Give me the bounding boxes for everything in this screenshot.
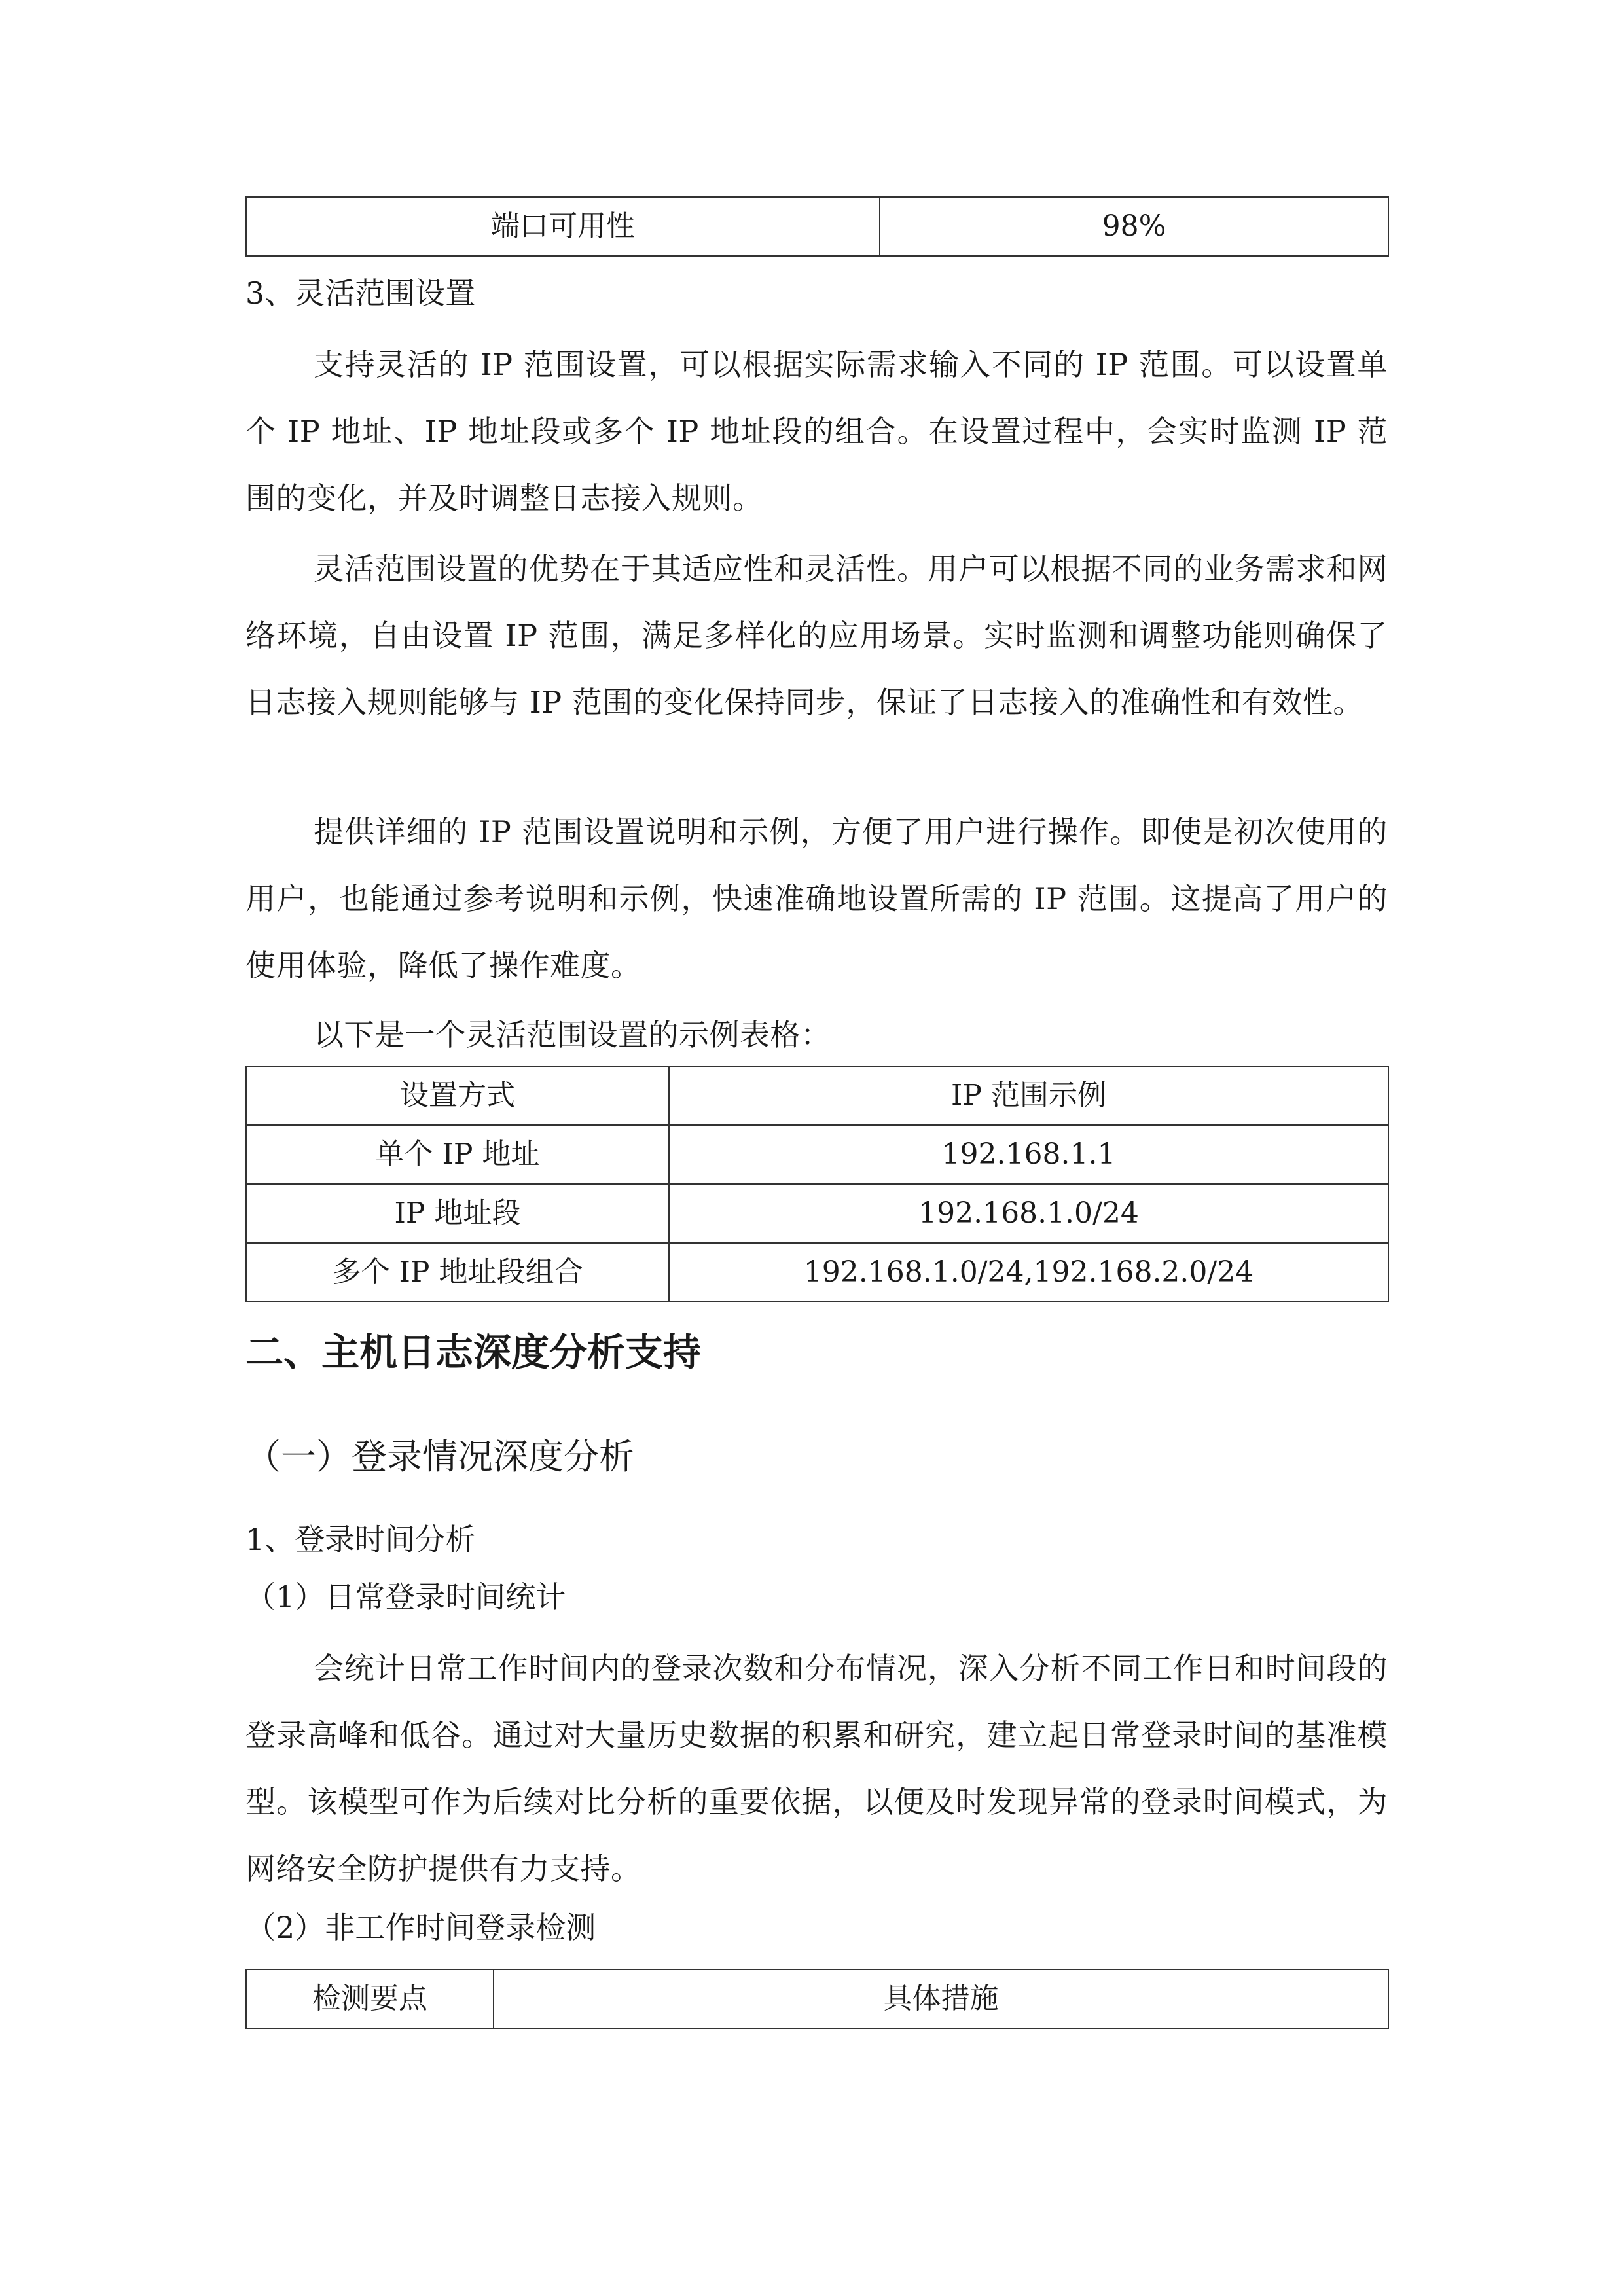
table-cell: 端口可用性: [246, 197, 880, 256]
chapter-title: 二、主机日志深度分析支持: [245, 1330, 702, 1374]
paragraph: 提供详细的 IP 范围设置说明和示例，方便了用户进行操作。即使是初次使用的用户，也能通过参考说明和示例，快速准确地设置所需的 IP 范围。这提高了用户的使用体验，降低了操作难度。: [245, 814, 1388, 983]
section-heading: 3、灵活范围设置: [245, 276, 476, 311]
table-cell: 多个 IP 地址段组合: [246, 1243, 669, 1302]
table-row: [246, 1125, 1388, 1184]
table-header-cell: 检测要点: [246, 1969, 494, 2028]
table-row: [246, 1184, 1388, 1243]
paragraph: 支持灵活的 IP 范围设置，可以根据实际需求输入不同的 IP 范围。可以设置单个 IP 地址、IP 地址段或多个 IP 地址段的组合。在设置过程中，会实时监测 IP 范围的变化，并及时调整日志接入规则。: [245, 347, 1388, 516]
ip-range-table: [245, 1066, 1389, 1302]
table-header-row: [246, 1066, 1388, 1125]
table-header-row: [246, 1969, 1388, 2028]
detection-table: [245, 1969, 1389, 2029]
sub-item-heading: （2）非工作时间登录检测: [245, 1910, 596, 1945]
item-heading: 1、登录时间分析: [245, 1522, 476, 1557]
subsection-title: （一）登录情况深度分析: [245, 1436, 634, 1477]
paragraph: 灵活范围设置的优势在于其适应性和灵活性。用户可以根据不同的业务需求和网络环境，自由设置 IP 范围，满足多样化的应用场景。实时监测和调整功能则确保了日志接入规则能够与 IP 范围的变化保持同步，保证了日志接入的准确性和有效性。: [245, 551, 1388, 720]
table-cell: 单个 IP 地址: [246, 1125, 669, 1184]
table-header-cell: 具体措施: [494, 1969, 1388, 2028]
sub-item-heading: （1）日常登录时间统计: [245, 1579, 566, 1615]
document-body: [245, 0, 1388, 2296]
table-cell: 98%: [880, 197, 1388, 256]
paragraph: 会统计日常工作时间内的登录次数和分布情况，深入分析不同工作日和时间段的登录高峰和低谷。通过对大量历史数据的积累和研究，建立起日常登录时间的基准模型。该模型可作为后续对比分析的重要依据，以便及时发现异常的登录时间模式，为网络安全防护提供有力支持。: [245, 1651, 1388, 1886]
table-header-cell: 设置方式: [246, 1066, 669, 1125]
table-cell: 192.168.1.0/24: [669, 1184, 1388, 1243]
paragraph: 以下是一个灵活范围设置的示例表格：: [314, 1017, 831, 1052]
table-row: [246, 197, 1388, 256]
table-cell: 192.168.1.1: [669, 1125, 1388, 1184]
table-header-cell: IP 范围示例: [669, 1066, 1388, 1125]
availability-table: [245, 196, 1389, 257]
table-cell: IP 地址段: [246, 1184, 669, 1243]
table-cell: 192.168.1.0/24,192.168.2.0/24: [669, 1243, 1388, 1302]
table-row: [246, 1243, 1388, 1302]
